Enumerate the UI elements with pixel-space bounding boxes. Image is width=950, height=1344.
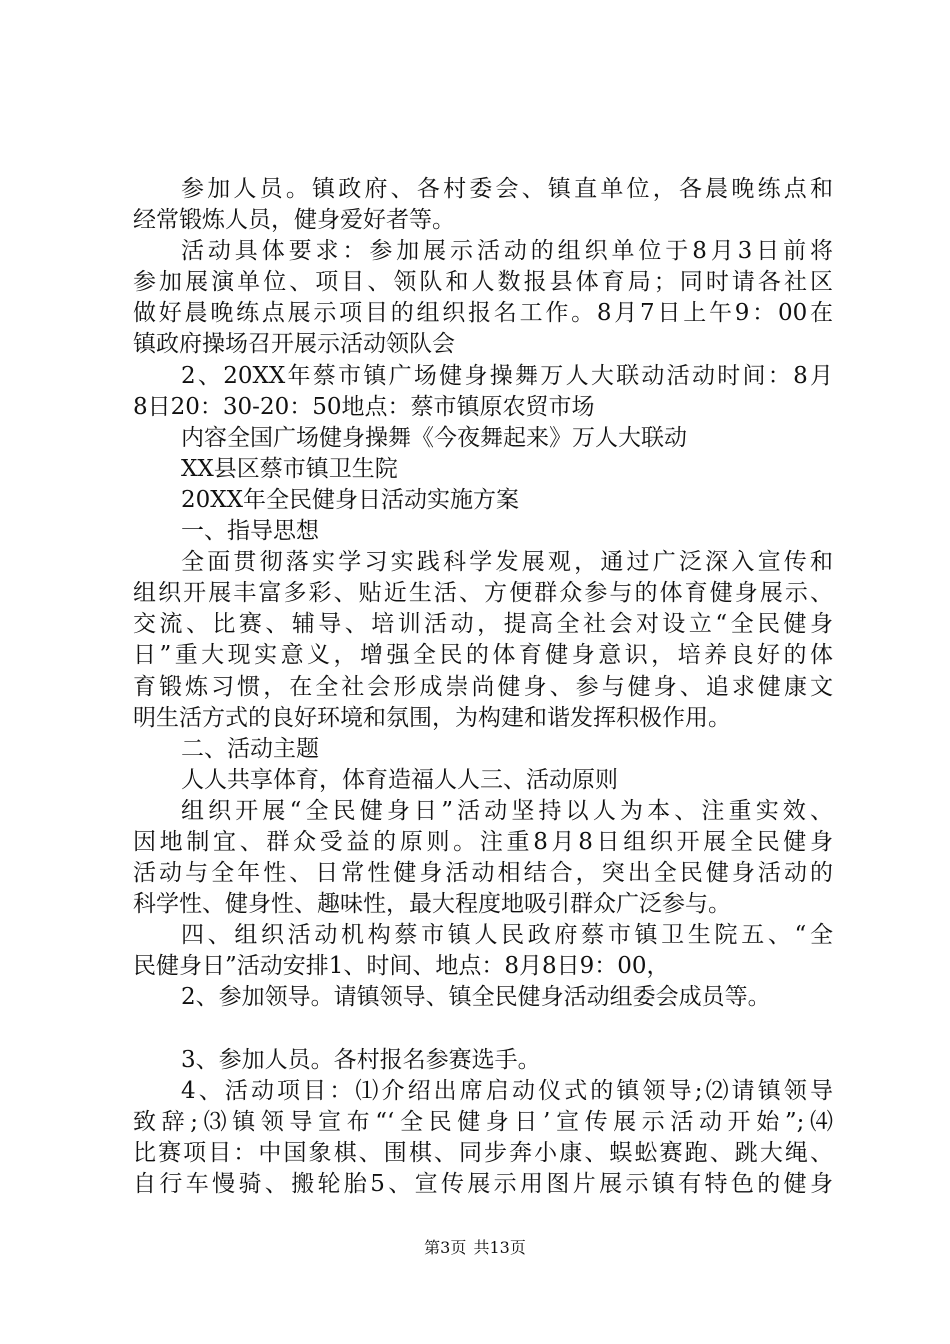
paragraph-line: 4、活动项目：⑴介绍出席启动仪式的镇领导;⑵请镇领导 [181,1077,833,1104]
section-heading: 二、活动主题 [181,735,319,762]
paragraph-line: 全面贯彻落实学习实践科学发展观，通过广泛深入宣传和 [181,549,833,576]
document-title: 20XX年全民健身日活动实施方案 [181,486,520,513]
paragraph-line: 交流、比赛、辅导、培训活动，提高全社会对设立“全民健身 [133,611,833,638]
paragraph-line: 参加展演单位、项目、领队和人数报县体育局；同时请各社区 [133,269,833,296]
paragraph-line: 2、20XX年蔡市镇广场健身操舞万人大联动活动时间：8月 [181,362,833,389]
paragraph-line: 经常锻炼人员，健身爱好者等。 [133,207,455,234]
paragraph-line: 人人共享体育，体育造福人人三、活动原则 [181,766,618,793]
paragraph-line: 活动与全年性、日常性健身活动相结合，突出全民健身活动的 [133,860,833,887]
paragraph-line: 因地制宜、群众受益的原则。注重8月8日组织开展全民健身 [133,828,833,855]
paragraph-line: 做好晨晚练点展示项目的组织报名工作。8月7日上午9：00在 [133,300,833,327]
paragraph-line: 组织开展丰富多彩、贴近生活、方便群众参与的体育健身展示、 [133,580,833,607]
paragraph-line: 四、组织活动机构蔡市镇人民政府蔡市镇卫生院五、“全 [181,922,833,949]
blank-line [133,1014,833,1045]
paragraph-line: 8日20：30-20：50地点：蔡市镇原农贸市场 [133,393,595,420]
paragraph-line: 镇政府操场召开展示活动领队会 [133,331,455,358]
page-footer [0,1238,950,1258]
paragraph-line: 内容全国广场健身操舞《今夜舞起来》万人大联动 [181,424,687,451]
paragraph-line: 日”重大现实意义，增强全民的体育健身意识，培养良好的体 [133,642,833,669]
paragraph-line: XX县区蔡市镇卫生院 [181,455,398,482]
document-body [133,174,833,1200]
paragraph-line: 参加人员。镇政府、各村委会、镇直单位，各晨晚练点和 [181,176,833,202]
paragraph-line: 科学性、健身性、趣味性，最大程度地吸引群众广泛参与。 [133,891,731,918]
paragraph-line: 2、参加领导。请镇领导、镇全民健身活动组委会成员等。 [181,984,771,1011]
paragraph-line: 民健身日”活动安排1、时间、地点：8月8日9：00， [133,953,670,980]
paragraph-line: 自行车慢骑、搬轮胎5、宣传展示用图片展示镇有特色的健身 [133,1170,833,1197]
paragraph-line: 3、参加人员。各村报名参赛选手。 [181,1046,541,1073]
page-number: 第3页 [424,1238,467,1257]
page-total: 共13页 [473,1238,526,1257]
section-heading: 一、指导思想 [181,518,319,545]
paragraph-line: 组织开展“全民健身日”活动坚持以人为本、注重实效、 [181,797,833,824]
paragraph-line: 明生活方式的良好环境和氛围，为构建和谐发挥积极作用。 [133,704,731,731]
paragraph-line: 比赛项目：中国象棋、围棋、同步奔小康、蜈蚣赛跑、跳大绳、 [133,1139,833,1166]
paragraph-line: 致辞;⑶镇领导宣布“‘全民健身日’宣传展示活动开始”;⑷ [133,1108,833,1135]
paragraph-line: 活动具体要求：参加展示活动的组织单位于8月3日前将 [181,238,833,265]
paragraph-line: 育锻炼习惯，在全社会形成崇尚健身、参与健身、追求健康文 [133,673,833,700]
